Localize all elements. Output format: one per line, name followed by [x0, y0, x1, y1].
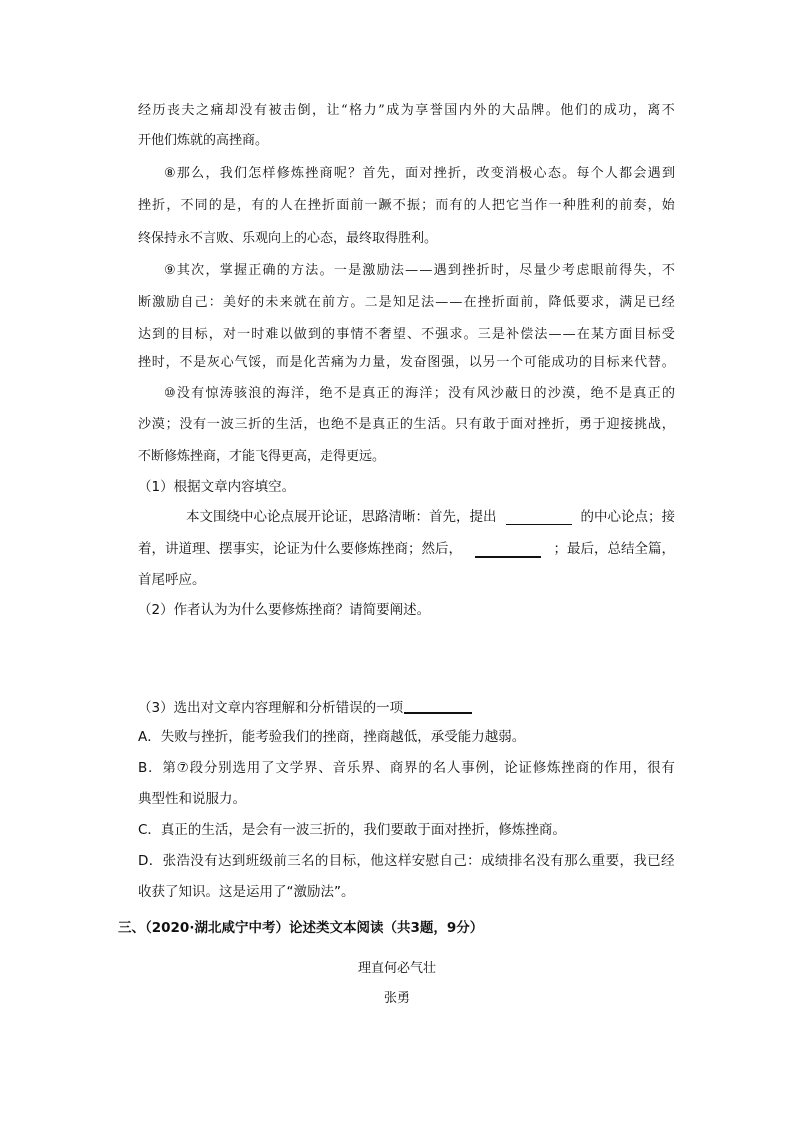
option-a: A．失败与挫折，能考验我们的挫商，挫商越低，承受能力越弱。 [138, 729, 526, 745]
paragraph-10-line: ⑩ 没 有 惊 涛 骇 浪 的 海 洋 ， 绝 不 是 真 正 的 海 洋 ； 没 有 风 沙 蔽 日 的 沙 漠 ， 绝 不 是 真 正 的 [164, 386, 675, 401]
answer-blank[interactable] [404, 699, 472, 714]
answer-blank[interactable] [475, 543, 541, 558]
option-d-line: 收获了知识。这是运用了“激励法”。 [138, 884, 355, 900]
paragraph-9-line: 断 激 励 自 己 ： 美 好 的 未 来 就 在 前 方 。 二 是 知 足 法 — — 在 挫 折 面 前 ， 降 低 要 求 ， 满 足 已 经 [138, 295, 675, 310]
article-author: 张勇 [383, 991, 410, 1006]
question-3-line [138, 699, 473, 716]
paragraph-8-line: 挫 折 ， 不 同 的 是 ， 有 的 人 在 挫 折 面 前 一 蹶 不 振 ； 而 有 的 人 把 它 当 作 一 种 胜 利 的 前 奏 ， 始 [138, 198, 675, 213]
question-1-line [186, 511, 675, 525]
article-title: 理直何必气壮 [357, 961, 436, 976]
option-b-line: 典型性和说服力。 [138, 791, 246, 807]
paragraph-10-line: 沙 漠 ； 没 有 一 波 三 折 的 生 活 ， 也 绝 不 是 真 正 的 生 活 。 只 有 敢 于 面 对 挫 折 ， 勇 于 迎 接 挑 战 ， [138, 417, 675, 432]
passage-line: 开他们炼就的高挫商。 [138, 133, 269, 148]
paragraph-8-line: 终保持永不言败、乐观向上的心态，最终取得胜利。 [138, 231, 438, 246]
question-3-title: （3）选出对文章内容理解和分析错误的一项 [138, 700, 404, 716]
paragraph-9-line: 挫 时 ， 不 是 灰 心 气 馁 ， 而 是 化 苦 痛 为 力 量 ， 发 奋 图 强 ， 以 另 一 个 可 能 成 功 的 目 标 来 代 替 。 [138, 355, 675, 370]
question-1-line [138, 543, 675, 558]
question-1-title: （1）根据文章内容填空。 [138, 479, 296, 495]
answer-blank[interactable] [506, 511, 572, 525]
passage-line: 经 历 丧 夫 之 痛 却 没 有 被 击 倒 ， 让 “ 格 力 ” 成 为 享 誉 国 内 外 的 大 品 牌 。 他 们 的 成 功 ， 离 不 [138, 103, 675, 118]
paragraph-9-line: 达 到 的 目 标 ， 对 一 时 难 以 做 到 的 事 情 不 奢 望 、 不 强 求 。 三 是 补 偿 法 — — 在 某 方 面 目 标 受 [138, 327, 675, 342]
question-1-text: 本文围绕中心论点展开论证，思路清晰：首先，提出 [186, 509, 497, 525]
question-1-text: 着，讲道理、摆事实，论证为什么要修炼挫商；然后， [138, 541, 462, 557]
question-1-text: 的中心论点；接 [580, 509, 675, 525]
question-1-text: ；最后，总结全篇， [553, 541, 675, 557]
option-b-line: B ． 第 ⑦ 段 分 别 选 用 了 文 学 界 、 音 乐 界 、 商 界 的 名 人 事 例 ， 论 证 修 炼 挫 商 的 作 用 ， 很 有 [138, 760, 675, 776]
option-d-line: D ． 张 浩 没 有 达 到 班 级 前 三 名 的 目 标 ， 他 这 样 安 慰 自 己 ： 成 绩 排 名 没 有 那 么 重 要 ， 我 已 经 [138, 853, 675, 869]
question-2-title: （2）作者认为为什么要修炼挫商？请简要阐述。 [138, 602, 431, 618]
paragraph-9-line: ⑨ 其 次 ， 掌 握 正 确 的 方 法 。 一 是 激 励 法 — — 遇 到 挫 折 时 ， 尽 量 少 考 虑 眼 前 得 失 ， 不 [164, 263, 675, 278]
paragraph-8-line: ⑧ 那 么 ， 我 们 怎 样 修 炼 挫 商 呢 ？ 首 先 ， 面 对 挫 折 ， 改 变 消 极 心 态 。 每 个 人 都 会 遇 到 [164, 166, 675, 181]
section-3-header: 三、（2020·湖北咸宁中考）论述类文本阅读（共3题，9分） [118, 920, 484, 936]
option-c: C．真正的生活，是会有一波三折的，我们要敢于面对挫折，修炼挫商。 [138, 822, 566, 838]
paragraph-10-line: 不断修炼挫商，才能飞得更高，走得更远。 [138, 449, 386, 464]
question-1-text: 首尾呼应。 [138, 572, 206, 588]
